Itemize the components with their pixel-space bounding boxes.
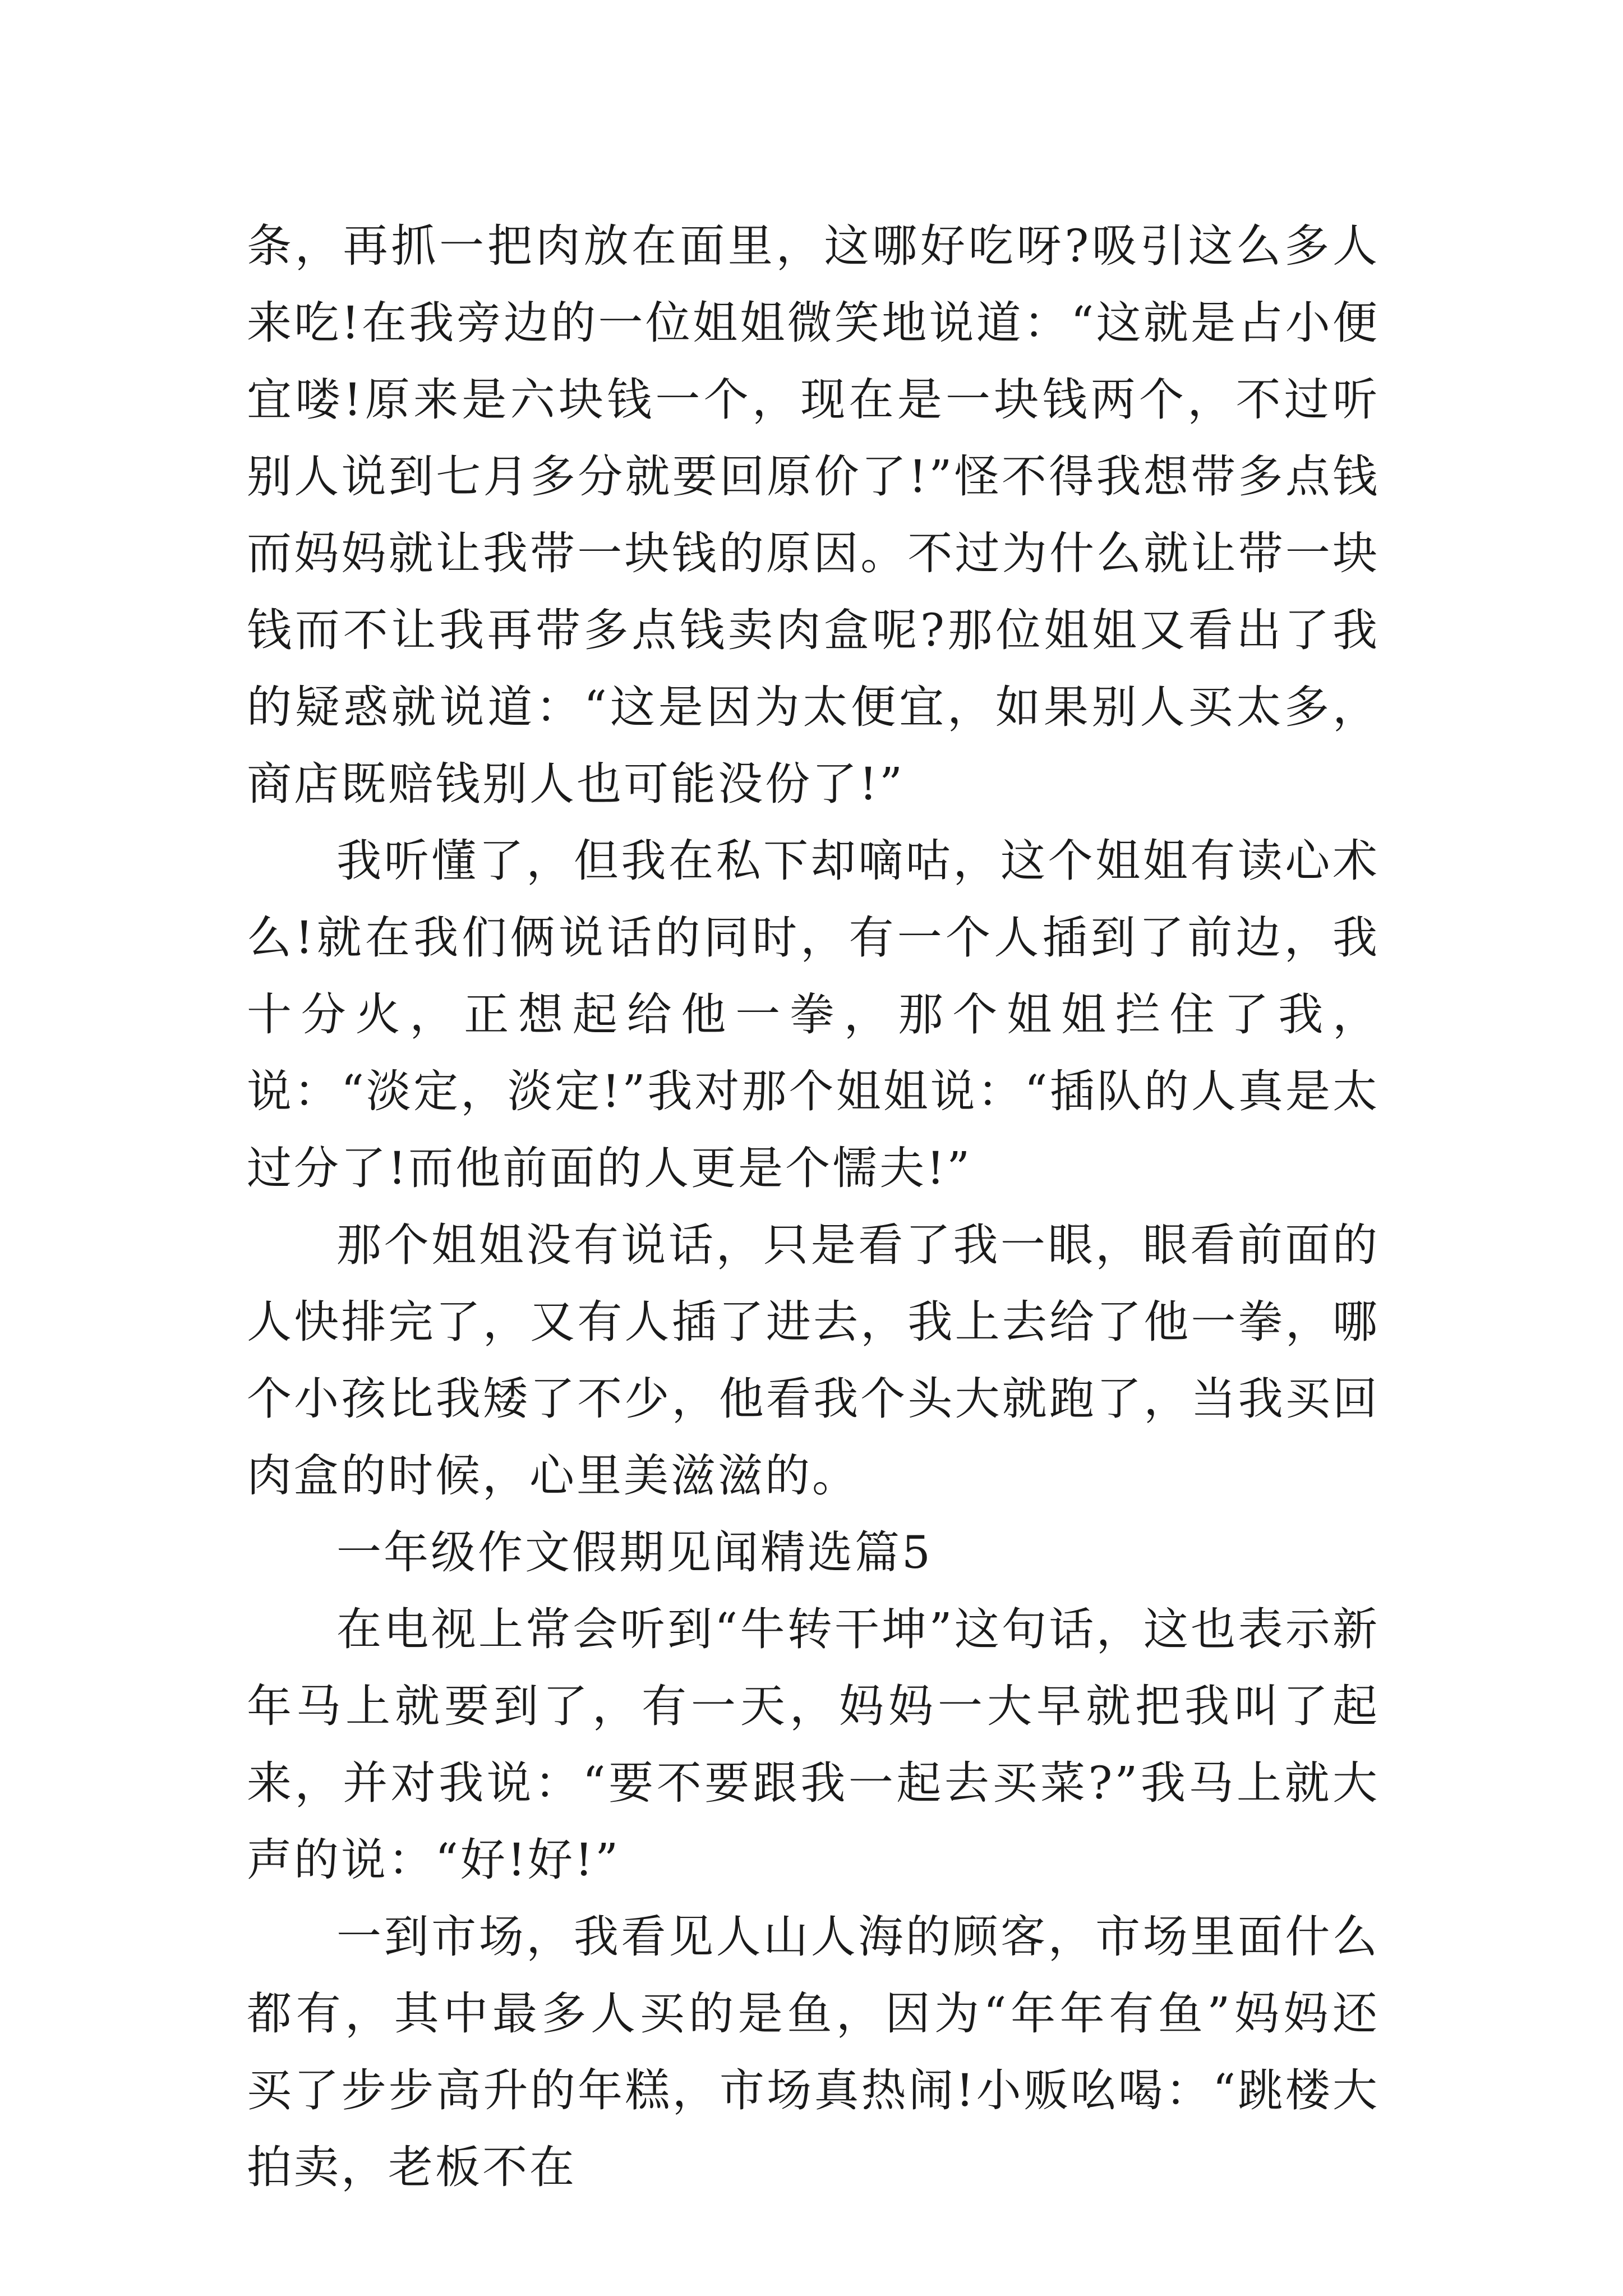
paragraph: 我听懂了，但我在私下却嘀咕，这个姐姐有读心术么!就在我们俩说话的同时，有一个人插到了前边，我十分火，正想起给他一拳，那个姐姐拦住了我，说：“淡定，淡定!”我对那个姐姐说：“插队的人真是太过分了!而他前面的人更是个懦夫!” bbox=[247, 835, 1380, 1194]
paragraph: 在电视上常会听到“牛转干坤”这句话，这也表示新年马上就要到了，有一天，妈妈一大早就把我叫了起来，并对我说：“要不要跟我一起去买菜?”我马上就大声的说：“好!好!” bbox=[247, 1603, 1380, 1886]
paragraph-continuation: 条，再抓一把肉放在面里，这哪好吃呀?吸引这么多人来吃!在我旁边的一位姐姐微笑地说道：“这就是占小便宜喽!原来是六块钱一个，现在是一块钱两个，不过听别人说到七月多分就要回原价了!”怪不得我想带多点钱而妈妈就让我带一块钱的原因。不过为什么就让带一块钱而不让我再带多点钱卖肉盒呢?那位姐姐又看出了我的疑惑就说道：“这是因为太便宜，如果别人买太多，商店既赔钱别人也可能没份了!” bbox=[247, 220, 1380, 810]
paragraph: 一到市场，我看见人山人海的顾客，市场里面什么都有，其中最多人买的是鱼，因为“年年有鱼”妈妈还买了步步高升的年糕，市场真热闹!小贩吆喝：“跳楼大拍卖，老板不在 bbox=[247, 1911, 1380, 2193]
paragraph: 那个姐姐没有说话，只是看了我一眼，眼看前面的人快排完了，又有人插了进去，我上去给了他一拳，哪个小孩比我矮了不少，他看我个头大就跑了，当我买回肉盒的时候，心里美滋滋的。 bbox=[247, 1219, 1380, 1502]
section-heading: 一年级作文假期见闻精选篇5 bbox=[336, 1526, 933, 1579]
document-body bbox=[247, 208, 1380, 2206]
